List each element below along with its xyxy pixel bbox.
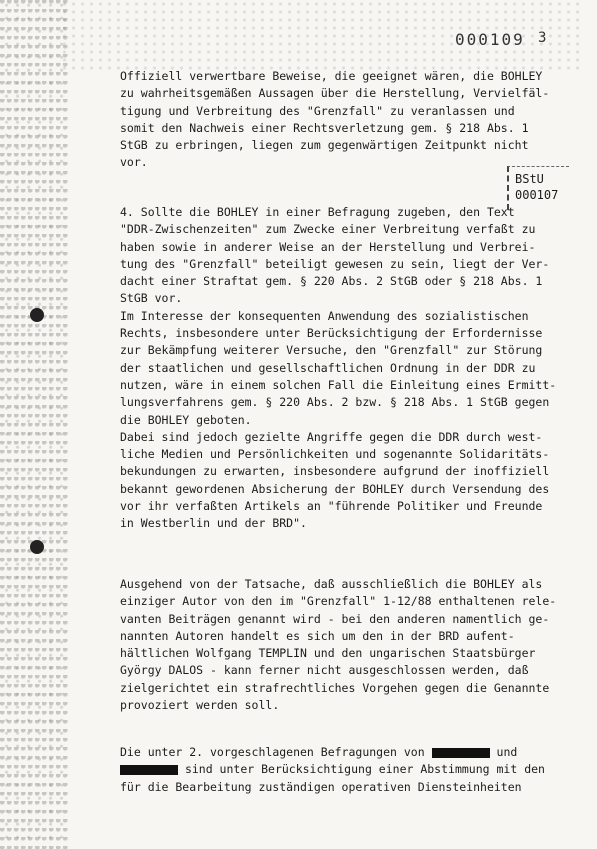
page-number: 3: [538, 30, 547, 46]
text-line: einziger Autor von den im "Grenzfall" 1-12/88 enthaltenen rele-: [120, 594, 557, 609]
text-segment: sind unter Berücksichtigung einer Abstimmung mit den: [184, 762, 545, 777]
text-line: für die Bearbeitung zuständigen operativen Diensteinheiten: [120, 779, 522, 794]
paragraph-3: [120, 576, 585, 714]
text-line: tigung und Verbreitung des "Grenzfall" zu veranlassen und: [120, 103, 515, 118]
text-line: György DALOS - kann ferner nicht ausgeschlossen werden, daß: [120, 663, 529, 678]
text-line: "DDR-Zwischenzeiten" zum Zwecke einer Verbreitung verfaßt zu: [120, 222, 536, 237]
text-line: bekannt gewordenen Absicherung der BOHLEY durch Versendung des: [120, 481, 550, 496]
text-line: StGB vor.: [120, 291, 183, 306]
text-line: liche Medien und Persönlichkeiten und sogenannte Solidaritäts-: [120, 447, 550, 462]
text-line: 4. Sollte die BOHLEY in einer Befragung zugeben, den Text: [120, 205, 515, 219]
punch-hole-icon: [30, 540, 44, 554]
text-line: zielgerichtet ein strafrechtliches Vorgehen gegen die Genannte: [120, 680, 550, 695]
paragraph-1: [120, 68, 585, 172]
stamp-number: 000107: [515, 188, 559, 202]
text-segment: Die unter 2. vorgeschlagenen Befragungen von: [120, 745, 425, 759]
text-line: Rechts, insbesondere unter Berücksichtigung der Erfordernisse: [120, 326, 543, 341]
text-line: vor.: [120, 155, 148, 170]
paragraph-2: [120, 204, 585, 533]
text-line: hältlichen Wolfgang TEMPLIN und den ungarischen Staatsbürger: [120, 646, 536, 661]
text-line: bekundungen zu erwarten, insbesondere aufgrund der inoffiziell: [120, 464, 550, 479]
text-line: Dabei sind jedoch gezielte Angriffe gegen die DDR durch west-: [120, 429, 543, 444]
text-line: Ausgehend von der Tatsache, daß ausschließlich die BOHLEY als: [120, 577, 543, 591]
stamp-label: BStU: [515, 172, 544, 186]
text-line: lungsverfahrens gem. § 220 Abs. 2 bzw. § 218 Abs. 1 StGB gegen: [120, 395, 550, 410]
text-line: zu wahrheitsgemäßen Aussagen über die Herstellung, Vervielfäl-: [120, 86, 550, 101]
redaction-bar: [432, 748, 490, 758]
text-segment: und: [496, 745, 518, 759]
text-line: nannten Autoren handelt es sich um den in der BRD aufent-: [120, 628, 515, 643]
text-line: in Westberlin und der BRD".: [120, 516, 307, 531]
text-line: die BOHLEY geboten.: [120, 412, 252, 427]
paragraph-4: [120, 744, 585, 796]
text-line: provoziert werden soll.: [120, 698, 280, 713]
text-line: StGB zu erbringen, liegen zum gegenwärtigen Zeitpunkt nicht: [120, 138, 529, 153]
text-line: tung des "Grenzfall" beteiligt gewesen zu sein, liegt der Ver-: [120, 256, 550, 271]
text-line: Offiziell verwertbare Beweise, die geeignet wären, die BOHLEY: [120, 69, 543, 83]
punch-hole-icon: [30, 308, 44, 322]
text-line: vanten Beiträgen genannt wird - bei den anderen namentlich ge-: [120, 611, 550, 626]
text-line: somit den Nachweis einer Rechtsverletzung gem. § 218 Abs. 1: [120, 120, 529, 135]
text-line: vor ihr verfaßten Artikels an "führende Politiker und Freunde: [120, 499, 543, 514]
text-line: [120, 744, 585, 761]
scan-noise-left: [0, 0, 70, 849]
text-line: zur Bekämpfung weiterer Versuche, den "Grenzfall" zur Störung: [120, 343, 543, 358]
text-line: Im Interesse der konsequenten Anwendung des sozialistischen: [120, 308, 529, 323]
document-number: 000109: [455, 30, 525, 49]
text-line: haben sowie in anderer Weise an der Herstellung und Verbrei-: [120, 239, 536, 254]
text-line: der staatlichen und gesellschaftlichen Ordnung in der DDR zu: [120, 360, 536, 375]
text-line: [120, 761, 585, 778]
redaction-bar: [120, 765, 178, 775]
text-line: nutzen, wäre in einem solchen Fall die Einleitung eines Ermitt-: [120, 377, 557, 392]
text-line: dacht einer Straftat gem. § 220 Abs. 2 StGB oder § 218 Abs. 1: [120, 274, 543, 289]
